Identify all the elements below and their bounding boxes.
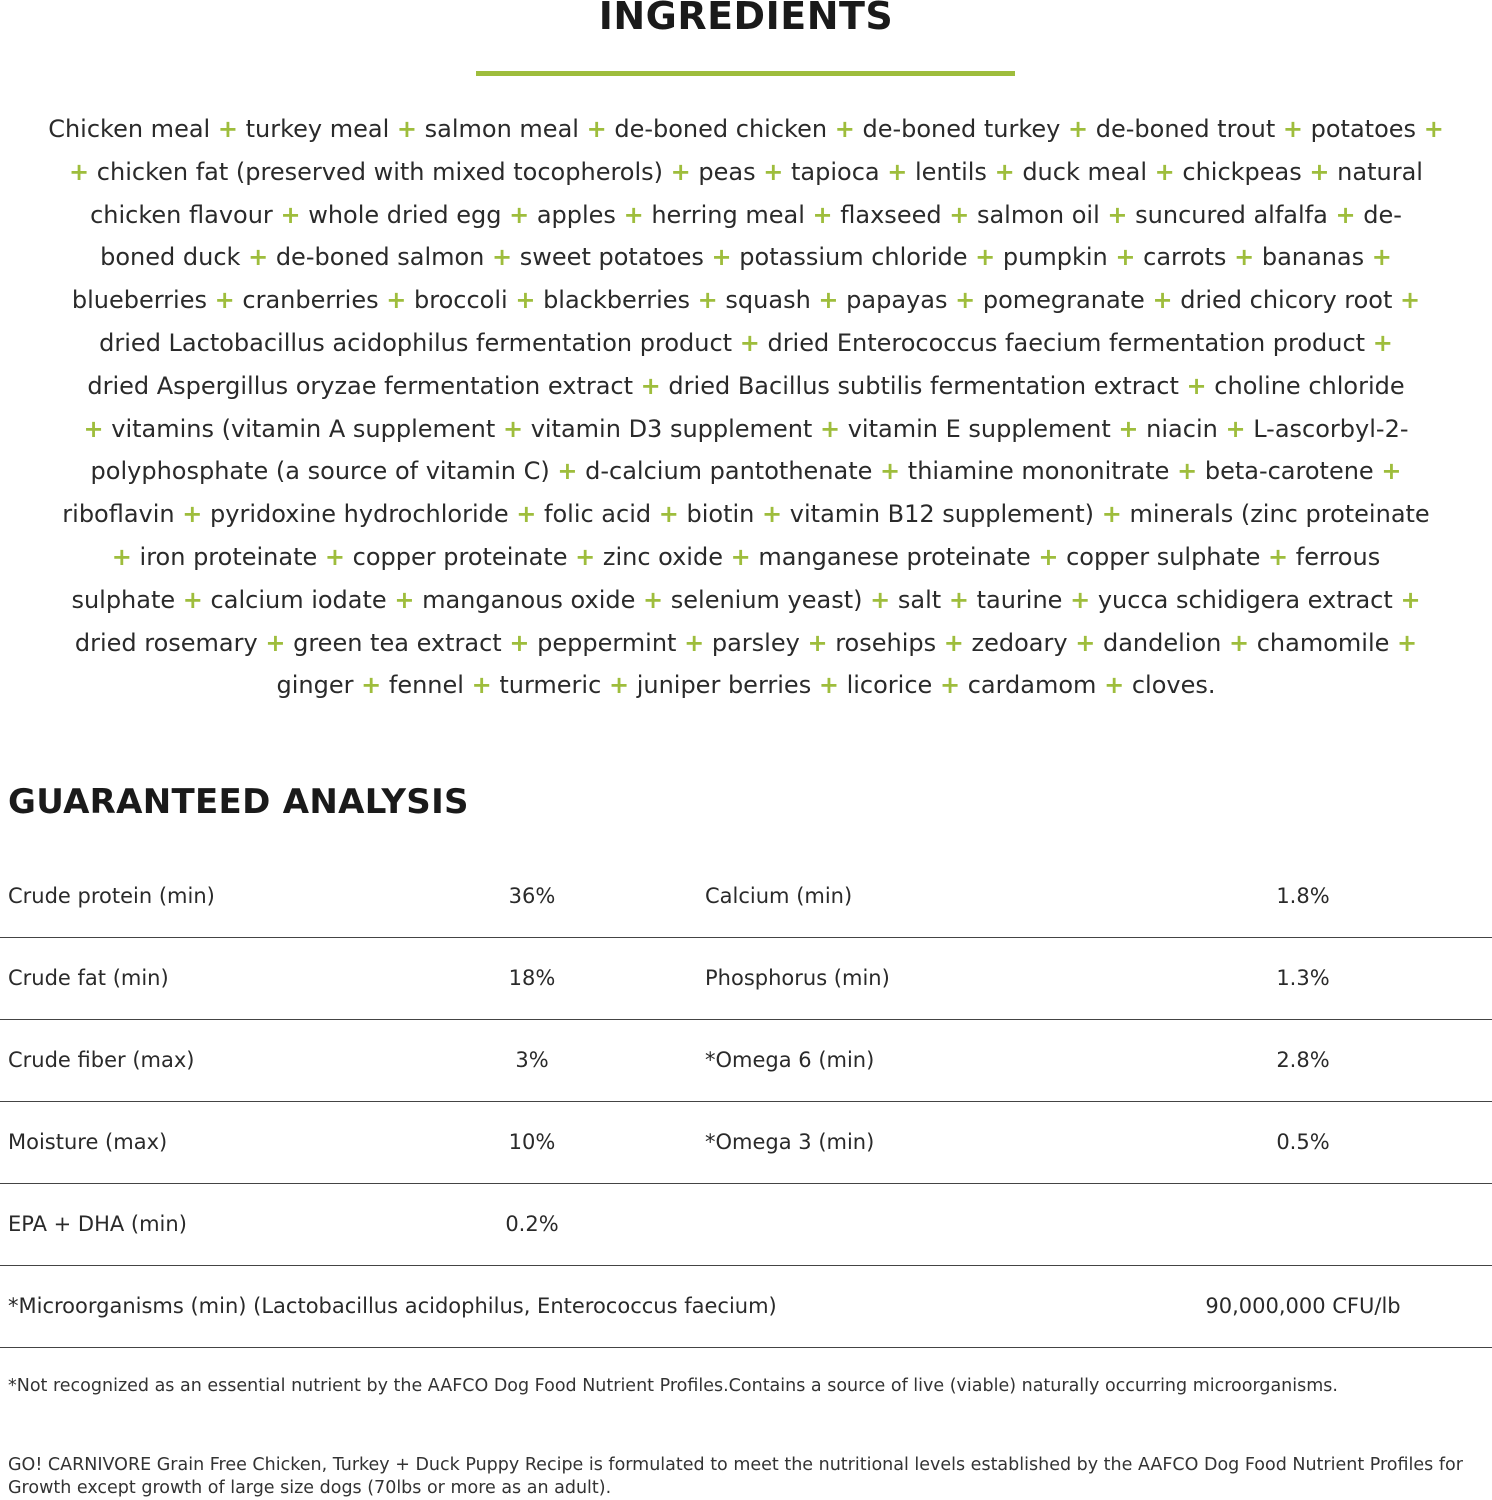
ingredient-item: pumpkin bbox=[1002, 243, 1108, 272]
plus-separator-icon: + bbox=[502, 414, 524, 443]
ingredient-item: copper sulphate bbox=[1066, 542, 1261, 571]
ingredient-item: rosehips bbox=[835, 628, 937, 657]
ingredient-item: polyphosphate (a source of vitamin C) bbox=[90, 457, 550, 486]
plus-separator-icon: + bbox=[955, 286, 976, 315]
ingredient-item: salmon oil bbox=[976, 200, 1100, 229]
plus-separator-icon: + bbox=[1118, 414, 1139, 443]
plus-separator-icon: + bbox=[684, 628, 705, 657]
ingredient-item: parsley bbox=[711, 628, 800, 657]
ingredient-item: peas bbox=[698, 157, 756, 186]
plus-separator-icon: + bbox=[643, 585, 664, 614]
guaranteed-analysis-table bbox=[0, 856, 1492, 1348]
plus-separator-icon: + bbox=[509, 628, 530, 657]
analysis-label: Phosphorus (min) bbox=[705, 966, 890, 990]
plus-separator-icon: + bbox=[182, 585, 203, 614]
plus-separator-icon: + bbox=[697, 286, 718, 315]
ingredient-item: zinc oxide bbox=[602, 542, 723, 571]
plus-separator-icon: + bbox=[1371, 243, 1392, 272]
ingredient-item: ferrous bbox=[1295, 542, 1381, 571]
ingredient-item: manganese proteinate bbox=[758, 542, 1031, 571]
formulation-statement: GO! CARNIVORE Grain Free Chicken, Turkey + Duck Puppy Recipe is formulated to meet the nutritional levels established by the AAFCO Dog Food Nutrient Profiles for Growth except growth of large size dogs (70lbs or more as an adult). bbox=[8, 1455, 1463, 1498]
ingredient-item: natural bbox=[1337, 157, 1423, 186]
ingredient-item: selenium yeast) bbox=[670, 585, 863, 614]
plus-separator-icon: + bbox=[1309, 157, 1330, 186]
plus-separator-icon: + bbox=[658, 500, 679, 529]
analysis-value: 2.8% bbox=[1276, 1048, 1330, 1072]
plus-separator-icon: + bbox=[182, 500, 203, 529]
ingredient-item: taurine bbox=[976, 585, 1063, 614]
ingredients-line bbox=[0, 493, 1492, 536]
analysis-label: Crude fiber (max) bbox=[8, 1048, 195, 1072]
ingredient-item: potatoes bbox=[1310, 115, 1417, 143]
ingredient-item: dried Lactobacillus acidophilus fermentation product bbox=[99, 328, 733, 357]
ingredient-item: pyridoxine hydrochloride bbox=[210, 500, 509, 529]
analysis-value: 1.8% bbox=[1276, 884, 1330, 908]
ingredients-line bbox=[0, 579, 1492, 622]
analysis-value: 0.2% bbox=[505, 1212, 559, 1236]
ingredient-item: duck meal bbox=[1022, 157, 1147, 186]
ingredient-item: biotin bbox=[686, 500, 755, 529]
analysis-label: EPA + DHA (min) bbox=[8, 1212, 187, 1236]
ingredient-item: calcium iodate bbox=[210, 585, 387, 614]
plus-separator-icon: + bbox=[1107, 200, 1128, 229]
plus-separator-icon: + bbox=[1234, 243, 1255, 272]
ingredient-item: cardamom bbox=[967, 671, 1097, 700]
plus-separator-icon: + bbox=[1101, 500, 1122, 529]
plus-separator-icon: + bbox=[623, 200, 644, 229]
ingredients-line bbox=[0, 365, 1492, 408]
plus-separator-icon: + bbox=[1068, 115, 1089, 143]
ingredient-item: de- bbox=[1363, 200, 1402, 229]
ingredients-line bbox=[0, 151, 1492, 194]
plus-separator-icon: + bbox=[711, 243, 732, 272]
analysis-value: 90,000,000 CFU/lb bbox=[1205, 1294, 1401, 1318]
plus-separator-icon: + bbox=[949, 200, 970, 229]
analysis-label: Calcium (min) bbox=[705, 884, 853, 908]
ingredient-item: juniper berries bbox=[636, 671, 812, 700]
ingredient-item: squash bbox=[725, 286, 811, 315]
ingredient-item: chamomile bbox=[1256, 628, 1390, 657]
ingredient-item: de-boned chicken bbox=[614, 115, 828, 143]
plus-separator-icon: + bbox=[1381, 457, 1402, 486]
plus-separator-icon: + bbox=[575, 542, 596, 571]
analysis-row bbox=[0, 856, 1492, 938]
plus-separator-icon: + bbox=[83, 414, 104, 443]
ingredients-line bbox=[0, 322, 1492, 365]
analysis-label: Crude protein (min) bbox=[8, 884, 215, 908]
ingredient-item: cranberries bbox=[242, 286, 379, 315]
ingredient-item: minerals (zinc proteinate bbox=[1129, 500, 1430, 529]
plus-separator-icon: + bbox=[265, 628, 286, 657]
ingredients-line bbox=[0, 622, 1492, 665]
ingredient-item: copper proteinate bbox=[352, 542, 568, 571]
plus-separator-icon: + bbox=[1268, 542, 1289, 571]
ingredient-item: de-boned turkey bbox=[862, 115, 1061, 143]
analysis-value: 18% bbox=[508, 966, 556, 990]
ingredient-item: chickpeas bbox=[1182, 157, 1302, 186]
plus-separator-icon: + bbox=[807, 628, 828, 657]
ingredient-item: yucca schidigera extract bbox=[1097, 585, 1393, 614]
ingredient-item: papayas bbox=[846, 286, 948, 315]
ingredient-item: suncured alfalfa bbox=[1135, 200, 1328, 229]
analysis-row bbox=[0, 1020, 1492, 1102]
ingredient-item: folic acid bbox=[544, 500, 652, 529]
plus-separator-icon: + bbox=[509, 200, 530, 229]
plus-separator-icon: + bbox=[111, 542, 132, 571]
plus-separator-icon: + bbox=[515, 286, 536, 315]
plus-separator-icon: + bbox=[819, 414, 841, 443]
analysis-label: *Omega 6 (min) bbox=[705, 1048, 875, 1072]
plus-separator-icon: + bbox=[762, 500, 783, 529]
ingredient-item: turkey meal bbox=[245, 115, 390, 143]
ingredient-item: vitamin B12 supplement) bbox=[789, 500, 1095, 529]
plus-separator-icon: + bbox=[975, 243, 996, 272]
ingredient-item: potassium chloride bbox=[739, 243, 968, 272]
plus-separator-icon: + bbox=[640, 371, 661, 400]
ingredient-item: dried Enterococcus faecium fermentation product bbox=[767, 328, 1366, 357]
ingredient-item: iron proteinate bbox=[139, 542, 318, 571]
ingredient-item: ginger bbox=[276, 671, 354, 700]
ingredient-item: vitamin D3 supplement bbox=[530, 414, 813, 443]
plus-separator-icon: + bbox=[1400, 585, 1421, 614]
ingredient-item: carrots bbox=[1143, 243, 1227, 272]
plus-separator-icon: + bbox=[492, 243, 513, 272]
ingredient-item: beta-carotene bbox=[1204, 457, 1374, 486]
plus-separator-icon: + bbox=[1104, 671, 1125, 700]
ingredient-item: tapioca bbox=[791, 157, 880, 186]
plus-separator-icon: + bbox=[1423, 115, 1444, 143]
plus-separator-icon: + bbox=[1115, 243, 1136, 272]
plus-separator-icon: + bbox=[248, 243, 269, 272]
analysis-value: 0.5% bbox=[1276, 1130, 1330, 1154]
ingredient-item: de-boned trout bbox=[1095, 115, 1276, 143]
plus-separator-icon: + bbox=[608, 671, 630, 700]
plus-separator-icon: + bbox=[324, 542, 346, 571]
ingredients-line bbox=[0, 236, 1492, 279]
analysis-label: *Microorganisms (min) (Lactobacillus acidophilus, Enterococcus faecium) bbox=[8, 1294, 777, 1318]
ingredient-item: dried rosemary bbox=[74, 628, 258, 657]
plus-separator-icon: + bbox=[386, 286, 407, 315]
ingredient-item: choline chloride bbox=[1214, 371, 1405, 400]
plus-separator-icon: + bbox=[994, 157, 1015, 186]
ingredient-item: dandelion bbox=[1102, 628, 1222, 657]
ingredient-item: vitamin E supplement bbox=[847, 414, 1111, 443]
ingredient-item: pomegranate bbox=[982, 286, 1145, 315]
ingredient-item: dried Aspergillus oryzae fermentation extract bbox=[87, 371, 634, 400]
ingredient-item: manganous oxide bbox=[422, 585, 636, 614]
plus-separator-icon: + bbox=[1152, 286, 1173, 315]
plus-separator-icon: + bbox=[586, 115, 607, 143]
plus-separator-icon: + bbox=[69, 157, 90, 186]
plus-separator-icon: + bbox=[812, 200, 833, 229]
analysis-value: 1.3% bbox=[1276, 966, 1330, 990]
plus-separator-icon: + bbox=[887, 157, 908, 186]
ingredient-item: bananas bbox=[1261, 243, 1365, 272]
plus-separator-icon: + bbox=[1186, 371, 1207, 400]
plus-separator-icon: + bbox=[557, 457, 578, 486]
plus-separator-icon: + bbox=[763, 157, 784, 186]
analysis-value: 36% bbox=[508, 884, 556, 908]
plus-separator-icon: + bbox=[818, 286, 839, 315]
ingredient-item: d-calcium pantothenate bbox=[585, 457, 873, 486]
ingredient-item: fennel bbox=[388, 671, 464, 700]
plus-separator-icon: + bbox=[1282, 115, 1303, 143]
ingredient-item: flaxseed bbox=[840, 200, 942, 229]
ingredient-item: lentils bbox=[915, 157, 987, 186]
ingredient-item: dried Bacillus subtilis fermentation extract bbox=[668, 371, 1179, 400]
ingredient-item: thiamine mononitrate bbox=[907, 457, 1170, 486]
ingredient-item: turmeric bbox=[499, 671, 602, 700]
ingredients-list bbox=[0, 108, 1492, 707]
ingredient-item: L-ascorbyl-2- bbox=[1253, 414, 1409, 443]
plus-separator-icon: + bbox=[870, 585, 891, 614]
ingredient-item: vitamins (vitamin A supplement bbox=[111, 414, 496, 443]
plus-separator-icon: + bbox=[1177, 457, 1198, 486]
ingredients-line bbox=[0, 664, 1492, 707]
plus-separator-icon: + bbox=[1070, 585, 1091, 614]
ingredient-item: apples bbox=[536, 200, 616, 229]
analysis-label: Crude fat (min) bbox=[8, 966, 169, 990]
plus-separator-icon: + bbox=[739, 328, 760, 357]
plus-separator-icon: + bbox=[1372, 328, 1393, 357]
plus-separator-icon: + bbox=[818, 671, 839, 700]
ingredients-line bbox=[0, 108, 1492, 151]
ingredients-line bbox=[0, 408, 1492, 451]
footnote: *Not recognized as an essential nutrient by the AAFCO Dog Food Nutrient Profiles.Contains a source of live (viable) naturally occurring microorganisms. bbox=[8, 1376, 1338, 1396]
ingredient-item: peppermint bbox=[537, 628, 677, 657]
ingredient-item: chicken flavour bbox=[90, 200, 273, 229]
ingredient-item: green tea extract bbox=[293, 628, 502, 657]
ingredient-item: whole dried egg bbox=[308, 200, 502, 229]
plus-separator-icon: + bbox=[217, 115, 238, 143]
ingredient-item: broccoli bbox=[414, 286, 508, 315]
ingredient-item: de-boned salmon bbox=[275, 243, 485, 272]
plus-separator-icon: + bbox=[670, 157, 691, 186]
plus-separator-icon: + bbox=[516, 500, 537, 529]
analysis-row bbox=[0, 938, 1492, 1020]
plus-separator-icon: + bbox=[1075, 628, 1096, 657]
ingredients-line bbox=[0, 279, 1492, 322]
ingredient-item: chicken fat (preserved with mixed tocopherols) bbox=[96, 157, 664, 186]
plus-separator-icon: + bbox=[1228, 628, 1250, 657]
ingredient-item: zedoary bbox=[971, 628, 1068, 657]
ingredient-item: blackberries bbox=[543, 286, 691, 315]
ingredient-item: riboflavin bbox=[62, 500, 175, 529]
plus-separator-icon: + bbox=[394, 585, 415, 614]
plus-separator-icon: + bbox=[471, 671, 492, 700]
ingredient-item: boned duck bbox=[100, 243, 241, 272]
analysis-row-microorganisms bbox=[0, 1266, 1492, 1348]
ingredient-item: cloves. bbox=[1131, 671, 1216, 700]
plus-separator-icon: + bbox=[1038, 542, 1059, 571]
plus-separator-icon: + bbox=[943, 628, 964, 657]
guaranteed-analysis-title: GUARANTEED ANALYSIS bbox=[8, 782, 469, 822]
plus-separator-icon: + bbox=[939, 671, 961, 700]
plus-separator-icon: + bbox=[834, 115, 855, 143]
ingredients-title-underline bbox=[476, 71, 1015, 76]
analysis-label: *Omega 3 (min) bbox=[705, 1130, 875, 1154]
ingredients-line bbox=[0, 450, 1492, 493]
analysis-label: Moisture (max) bbox=[8, 1130, 168, 1154]
ingredients-line bbox=[0, 194, 1492, 237]
analysis-row bbox=[0, 1184, 1492, 1266]
analysis-row bbox=[0, 1102, 1492, 1184]
plus-separator-icon: + bbox=[280, 200, 301, 229]
ingredients-line bbox=[0, 536, 1492, 579]
ingredient-item: Chicken meal bbox=[48, 115, 211, 143]
plus-separator-icon: + bbox=[948, 585, 969, 614]
ingredient-item: niacin bbox=[1146, 414, 1218, 443]
ingredients-title: INGREDIENTS bbox=[598, 0, 894, 38]
ingredient-item: licorice bbox=[846, 671, 933, 700]
plus-separator-icon: + bbox=[1154, 157, 1175, 186]
plus-separator-icon: + bbox=[214, 286, 235, 315]
ingredient-item: blueberries bbox=[71, 286, 207, 315]
plus-separator-icon: + bbox=[730, 542, 751, 571]
analysis-value: 10% bbox=[508, 1130, 556, 1154]
ingredient-item: salmon meal bbox=[424, 115, 579, 143]
plus-separator-icon: + bbox=[1397, 628, 1418, 657]
plus-separator-icon: + bbox=[361, 671, 382, 700]
plus-separator-icon: + bbox=[880, 457, 901, 486]
ingredient-item: salt bbox=[897, 585, 942, 614]
plus-separator-icon: + bbox=[396, 115, 417, 143]
ingredient-item: sulphate bbox=[71, 585, 176, 614]
ingredient-item: dried chicory root bbox=[1180, 286, 1393, 315]
ingredient-item: sweet potatoes bbox=[519, 243, 704, 272]
plus-separator-icon: + bbox=[1335, 200, 1356, 229]
plus-separator-icon: + bbox=[1225, 414, 1246, 443]
plus-separator-icon: + bbox=[1400, 286, 1421, 315]
ingredient-item: herring meal bbox=[651, 200, 805, 229]
analysis-value: 3% bbox=[515, 1048, 549, 1072]
